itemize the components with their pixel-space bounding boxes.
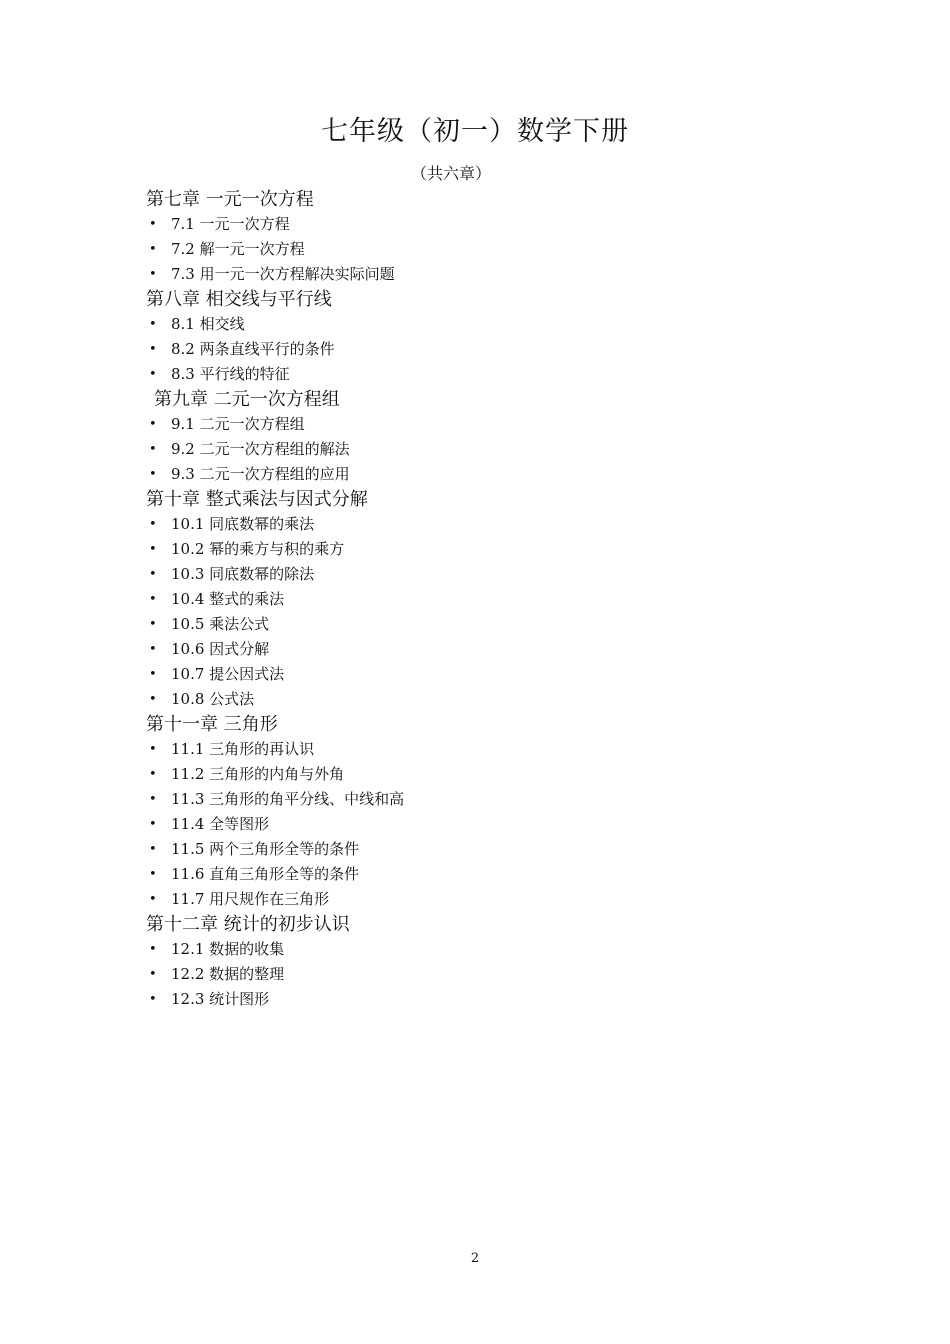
section-label: 7.1 一元一次方程 [171, 215, 290, 233]
section-item [146, 412, 846, 437]
section-item [146, 237, 846, 262]
bullet-icon: • [149, 667, 157, 682]
section-label: 11.1 三角形的再认识 [171, 740, 315, 758]
section-item [146, 212, 846, 237]
chapter-heading: 第九章 二元一次方程组 [154, 389, 340, 410]
section-label: 9.1 二元一次方程组 [171, 415, 305, 433]
section-item [146, 862, 846, 887]
section-item [146, 937, 846, 962]
section-item [146, 537, 846, 562]
section-label: 8.3 平行线的特征 [171, 365, 290, 383]
section-label: 11.7 用尺规作在三角形 [171, 890, 330, 908]
page-number: 2 [470, 1251, 480, 1266]
section-item [146, 887, 846, 912]
section-item [146, 812, 846, 837]
section-item [146, 437, 846, 462]
section-label: 11.3 三角形的角平分线、中线和高 [171, 790, 405, 808]
table-of-contents [146, 187, 846, 1012]
section-item [146, 612, 846, 637]
section-label: 11.5 两个三角形全等的条件 [171, 840, 360, 858]
bullet-icon: • [149, 792, 157, 807]
section-label: 12.1 数据的收集 [171, 940, 285, 958]
section-label: 8.2 两条直线平行的条件 [171, 340, 335, 358]
section-item [146, 312, 846, 337]
section-item [146, 962, 846, 987]
bullet-icon: • [149, 617, 157, 632]
section-item [146, 362, 846, 387]
bullet-icon: • [149, 642, 157, 657]
section-item [146, 787, 846, 812]
bullet-icon: • [149, 992, 157, 1007]
section-item [146, 462, 846, 487]
bullet-icon: • [149, 242, 157, 257]
section-label: 8.1 相交线 [171, 315, 245, 333]
section-label: 11.2 三角形的内角与外角 [171, 765, 345, 783]
bullet-icon: • [149, 692, 157, 707]
bullet-icon: • [149, 367, 157, 382]
section-item [146, 512, 846, 537]
section-label: 10.3 同底数幂的除法 [171, 565, 315, 583]
section-item [146, 762, 846, 787]
bullet-icon: • [149, 317, 157, 332]
section-label: 7.2 解一元一次方程 [171, 240, 305, 258]
bullet-icon: • [149, 342, 157, 357]
bullet-icon: • [149, 442, 157, 457]
bullet-icon: • [149, 567, 157, 582]
section-item [146, 337, 846, 362]
section-item [146, 662, 846, 687]
bullet-icon: • [149, 542, 157, 557]
chapter-heading: 第十一章 三角形 [146, 714, 278, 735]
section-item [146, 737, 846, 762]
document-subtitle: （共六章） [410, 164, 491, 183]
section-label: 11.4 全等图形 [171, 815, 270, 833]
bullet-icon: • [149, 517, 157, 532]
bullet-icon: • [149, 942, 157, 957]
bullet-icon: • [149, 267, 157, 282]
section-label: 11.6 直角三角形全等的条件 [171, 865, 360, 883]
section-item [146, 837, 846, 862]
section-item [146, 587, 846, 612]
section-label: 7.3 用一元一次方程解决实际问题 [171, 265, 395, 283]
bullet-icon: • [149, 767, 157, 782]
section-label: 10.6 因式分解 [171, 640, 270, 658]
section-item [146, 562, 846, 587]
bullet-icon: • [149, 467, 157, 482]
section-item [146, 262, 846, 287]
section-label: 12.3 统计图形 [171, 990, 270, 1008]
bullet-icon: • [149, 817, 157, 832]
section-label: 10.7 提公因式法 [171, 665, 285, 683]
chapter-heading: 第八章 相交线与平行线 [146, 289, 332, 310]
section-label: 10.1 同底数幂的乘法 [171, 515, 315, 533]
bullet-icon: • [149, 217, 157, 232]
bullet-icon: • [149, 592, 157, 607]
section-label: 12.2 数据的整理 [171, 965, 285, 983]
chapter-heading: 第十二章 统计的初步认识 [146, 914, 350, 935]
chapter-heading: 第七章 一元一次方程 [146, 189, 314, 210]
bullet-icon: • [149, 892, 157, 907]
chapter-heading: 第十章 整式乘法与因式分解 [146, 489, 368, 510]
section-label: 10.5 乘法公式 [171, 615, 270, 633]
section-label: 9.3 二元一次方程组的应用 [171, 465, 350, 483]
bullet-icon: • [149, 742, 157, 757]
section-label: 10.8 公式法 [171, 690, 255, 708]
section-label: 10.4 整式的乘法 [171, 590, 285, 608]
section-label: 9.2 二元一次方程组的解法 [171, 440, 350, 458]
section-label: 10.2 幂的乘方与积的乘方 [171, 540, 345, 558]
bullet-icon: • [149, 842, 157, 857]
bullet-icon: • [149, 867, 157, 882]
section-item [146, 987, 846, 1012]
section-item [146, 637, 846, 662]
document-title: 七年级（初一）数学下册 [321, 116, 629, 147]
section-item [146, 687, 846, 712]
bullet-icon: • [149, 417, 157, 432]
bullet-icon: • [149, 967, 157, 982]
